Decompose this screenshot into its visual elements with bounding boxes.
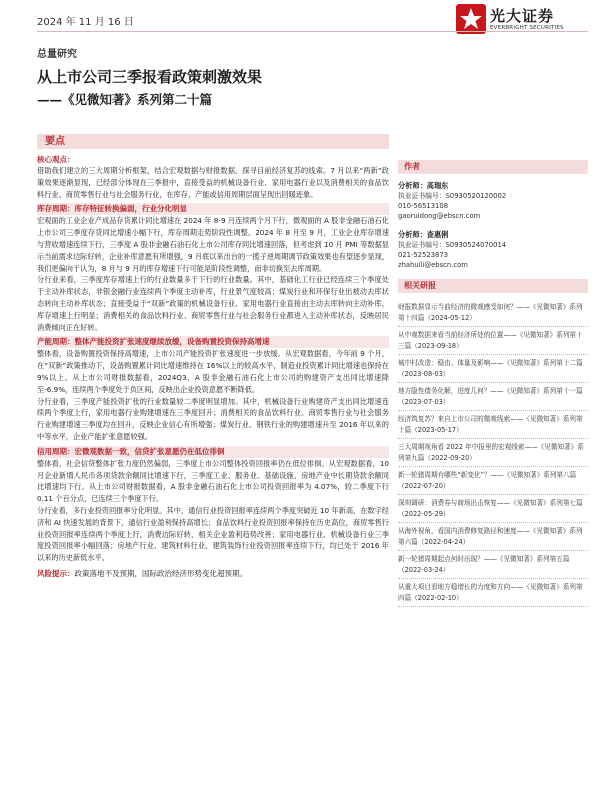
report-category: 总量研究 (37, 49, 77, 60)
risk-text: 政策落地不及预期，国际政治经济形势变化超预期。 (74, 568, 247, 578)
related-reports-title: 相关研报 (398, 279, 588, 293)
related-report-item[interactable]: 三大周期视角看 2022 年中报里的宏观线索——《见微知著》系列第九篇（2022-09-20） (398, 439, 588, 467)
credit-cycle-heading: 信用周期：宏微观数据一致，信贷扩张意愿仍在低位徘徊 (37, 446, 389, 458)
analyst-name: 分析师：高瑞东 (398, 181, 449, 190)
main-column (37, 134, 389, 580)
capacity-cycle-heading: 产能周期：整体产能投资扩张速度继续放缓，设备购置投资保持高增速 (37, 336, 389, 348)
related-report-item[interactable]: 新一轮猪周期有哪些“新变化”？——《见微知著》系列第八篇（2022-07-20） (398, 467, 588, 495)
risk-label: 风险提示： (37, 568, 75, 578)
everbright-logo-icon (456, 4, 486, 34)
related-report-item[interactable]: 深圳调研：消费券与商场出击恢复——《见微知著》系列第七篇（2022-05-29） (398, 495, 588, 523)
analyst-cert: 执业证书编号：S0930524070014 (398, 241, 507, 249)
report-subtitle: ——《见微知著》系列第二十篇 (37, 92, 213, 107)
report-title: 从上市公司三季报看政策刺激效果 (37, 68, 263, 86)
related-report-item[interactable]: 从海外视角，看国内消费修复路径和速度——《见微知著》系列第六篇（2022-04-24） (398, 523, 588, 551)
credit-text-1: 整体看，社会信贷整体扩张力度仍然偏弱，三季度上市公司整体投资回报率仍在低位徘徊。从宏观数据看，10 月企业新增人民币各项贷款余额同比增速下行，三季度工业、服务业、基础设施、房地产业中长期贷款余额同比增速均下行。从上市公司财报数据看，A 股非金融石油石化上市公司投资回报率为 4.07%，较二季度下行 0.11 个百分点，已连续三个季度下行。 (37, 458, 389, 504)
analyst-phone: 021-52523873 (398, 251, 449, 259)
inventory-text-1: 宏观面的工业企业产成品存货累计同比增速在 2024 年 8-9 月连续两个月下行，微观面的 A 股非金融石油石化上市公司三季度存货同比增速小幅下行，库存周期走势阶段性调整。2024 年 8 月至 9 月，工业企业库存增速与营收增速连续下行，三季度 A 股非金融石油石化上市公司库存同比增速回落，但考虑到 10 月 PMI 等数据显示当前需求边际好转，企业补库意愿有所增强，9 月底以来出台的一揽子逆周期调节政策效果也有望逐步显现，我们更偏向于认为，8 月与 9 月的库存增速下行可能是阶段性调整，而非切换至去库周期。 (37, 216, 389, 273)
related-report-item[interactable]: 从中观数据来看当前经济所处的位置——《见微知著》系列第十三篇（2023-09-18） (398, 327, 588, 355)
related-reports-list (398, 299, 588, 607)
risk-warning (37, 568, 389, 580)
related-report-item[interactable]: 新一轮猪周期起点何时出现？——《见微知著》系列第五篇（2022-03-24） (398, 551, 588, 579)
credit-text-2: 分行业看，多行业投资回报率分化明显。其中，通信行业投资回报率连续两个季度突破近 10 年新高，在数字经济和 AI 快速发展的背景下，通信行业盈利保持高增长；食品饮料行业投资回报率保持在历史高位，商贸零售行业投资回报率连续两个季度上行，消费边际好转，相关企业盈利趋势改善；家用电器行业、机械设备行业三季度投资回报率小幅回落；房地产行业、建筑材料行业、建筑装饰行业投资回报率连续下行，均已处于 2016 年以来的历史新低水平。 (37, 505, 389, 563)
analyst-email[interactable]: gaoruidong@ebscn.com (398, 212, 481, 220)
brand-name-en: EVERBRIGHT SECURITIES (490, 25, 564, 31)
capacity-text-2: 分行业看，三季度产能投资扩张的行业数量较二季度明显增加。其中，机械设备行业购建资产支出同比增速连续两个季度上行，家用电器行业购建增速在三季度回升；消费相关的食品饮料行业、商贸零售行业与社会服务行业购建增速三季度均在回升，反映企业信心有所增强；煤炭行业、钢铁行业的购建增速升至 2016 年以来的中等水平，企业产能扩张意愿较强。 (37, 396, 389, 441)
analyst-name: 分析师：查惠俐 (398, 230, 449, 239)
related-report-item[interactable]: 地方隐性债务化解，进度几何？——《见微知著》系列第十一篇（2023-07-03） (398, 383, 588, 411)
analyst-card (398, 181, 588, 221)
inventory-cycle-heading: 库存周期：库存特征转换偏弱，行业分化明显 (37, 203, 389, 215)
analyst-email[interactable]: zhahuili@ebscn.com (398, 261, 468, 269)
core-view-label: 核心观点： (37, 155, 75, 164)
header-divider (37, 31, 588, 32)
brand-name-cn: 光大证券 (490, 7, 555, 25)
section-title-key-points: 要点 (37, 134, 389, 149)
analyst-card (398, 230, 588, 270)
capacity-text-1: 整体看，设备购置投资保持高增速，上市公司产能投资扩张速度进一步放缓。从宏观数据看，今年前 9 个月，在“双新”政策推动下，设备购置累计同比增速维持在 16%以上的较高水平，制造业投资累计同比增速也保持在 9%以上。从上市公司财报数据看，2024Q3，A 股非金融石油石化上市公司的购建资产支出同比增速降至-6.9%，连续两个季度处于负区间，反映出企业投资意愿不断降低。 (37, 349, 389, 394)
related-report-item[interactable]: 经济筑复苏？来自上市公司的微观线索——《见微知著》系列第十篇（2023-05-17） (398, 411, 588, 439)
core-view-text: 借助我们建立的三大周期分析框架，结合宏观数据与财报数据，探寻目前经济复苏的线索。7 月以来“两新”政策效果逐渐显现，已经部分体现在三季报中，直接受益的机械设备行业、家用电器行业以及消费相关的食品饮料行业、商贸零售行业与社会服务行业，在库存、产能或信用周期层面呈现出回暖迹象。 (37, 166, 389, 199)
analyst-phone: 010-56513108 (398, 202, 449, 210)
authors-title: 作者 (398, 160, 588, 174)
related-report-item[interactable]: 城中村改造：稳由、体量及影响——《见微知著》系列第十二篇（2023-08-03） (398, 355, 588, 383)
related-report-item[interactable]: 从重大项目看地方稳增长的力度和方向——《见微知著》系列第四篇（2022-02-10） (398, 579, 588, 607)
sidebar (398, 160, 588, 607)
related-report-item[interactable]: 财报数据显示当前经济的微观感受如何？——《见微知著》系列第十四篇（2024-05-12） (398, 299, 588, 327)
analyst-cert: 执业证书编号：S0930520120002 (398, 192, 507, 200)
inventory-text-2: 分行业来看，三季度库存增速上行的行业数量多于下行的行业数量。其中，基础化工行业已经连续三个季度处于主动补库状态，非银金融行业连续两个季度主动补库，行业景气度较高；煤炭行业和环保行业出被动去库状态转向主动补库状态；直接受益于“双新”政策的机械设备行业、家用电器行业直接由主动去库转向主动补库，库存增速上行明显；消费相关的食品饮料行业、商贸零售行业与社会服务行业都进入主动补库状态，反映居民消费倾向正在好转。 (37, 275, 389, 332)
report-date: 2024 年 11 月 16 日 (37, 17, 134, 28)
